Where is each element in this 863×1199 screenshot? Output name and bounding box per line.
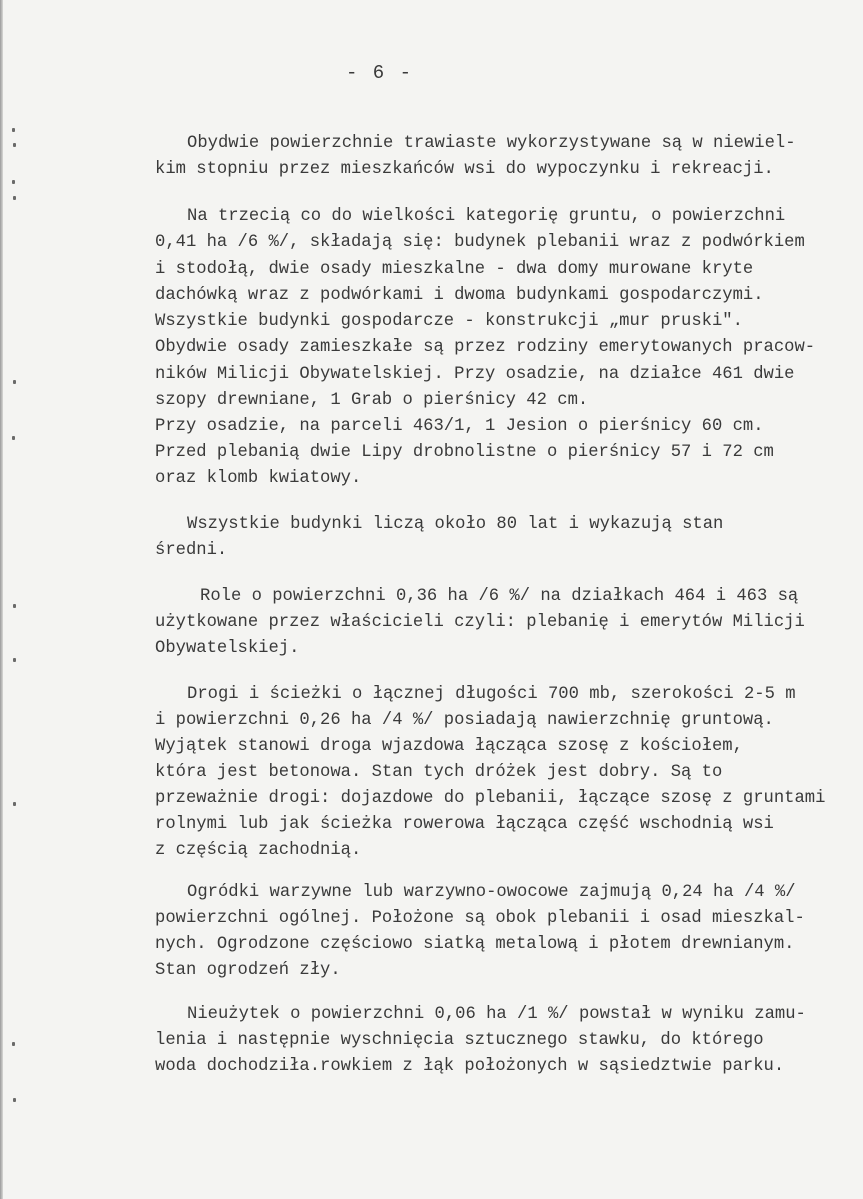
binder-mark <box>13 658 16 662</box>
text-line: i stodołą, dwie osady mieszkalne - dwa domy murowane kryte <box>155 260 754 279</box>
text-line: użytkowane przez właścicieli czyli: plebanię i emerytów Milicji <box>155 613 805 632</box>
text-line: lenia i następnie wyschnięcia sztucznego stawku, do którego <box>155 1031 764 1050</box>
text-line: Nieużytek o powierzchni 0,06 ha /1 %/ powstał w wyniku zamu- <box>187 1005 806 1024</box>
text-line: Wszystkie budynki gospodarcze - konstrukcji „mur pruski". <box>155 312 743 331</box>
text-line: kim stopniu przez mieszkańców wsi do wypoczynku i rekreacji. <box>155 160 774 179</box>
text-line: Obywatelskiej. <box>155 639 300 658</box>
page-number: - 6 - <box>345 62 413 84</box>
text-line: powierzchni ogólnej. Położone są obok plebanii i osad mieszkal- <box>155 909 805 928</box>
text-line: Role o powierzchni 0,36 ha /6 %/ na działkach 464 i 463 są <box>200 587 799 606</box>
text-line: nych. Ogrodzone częściowo siatką metalową i płotem drewnianym. <box>155 935 795 954</box>
text-line: rolnymi lub jak ścieżka rowerowa łącząca część wschodnią wsi <box>155 815 774 834</box>
text-line: z częścią zachodnią. <box>155 841 362 860</box>
text-line: Ogródki warzywne lub warzywno-owocowe zajmują 0,24 ha /4 %/ <box>187 883 796 902</box>
text-line: przeważnie drogi: dojazdowe do plebanii, łączące szosę z gruntami <box>155 789 826 808</box>
binder-mark <box>12 1042 15 1046</box>
text-line: dachówką wraz z podwórkami i dwoma budynkami gospodarczymi. <box>155 286 764 305</box>
text-line: Przy osadzie, na parceli 463/1, 1 Jesion o pierśnicy 60 cm. <box>155 417 764 436</box>
text-line: Wszystkie budynki liczą około 80 lat i wykazują stan <box>187 515 724 534</box>
binder-mark <box>13 802 16 806</box>
binder-mark <box>13 1098 16 1102</box>
binder-mark <box>12 436 15 440</box>
text-line: oraz klomb kwiatowy. <box>155 469 362 488</box>
text-line: i powierzchni 0,26 ha /4 %/ posiadają nawierzchnię gruntową. <box>155 711 774 730</box>
binder-mark <box>13 380 16 384</box>
text-line: Stan ogrodzeń zły. <box>155 961 341 980</box>
binder-mark <box>13 604 16 608</box>
binder-mark <box>12 180 15 184</box>
text-line: Wyjątek stanowi droga wjazdowa łącząca szosę z kościołem, <box>155 737 743 756</box>
text-line: Obydwie osady zamieszkałe są przez rodziny emerytowanych pracow- <box>155 338 816 357</box>
text-line: 0,41 ha /6 %/, składają się: budynek plebanii wraz z podwórkiem <box>155 233 805 252</box>
binder-mark <box>12 128 15 132</box>
text-line: woda dochodziła.rowkiem z łąk położonych w sąsiedztwie parku. <box>155 1057 785 1076</box>
text-line: Drogi i ścieżki o łącznej długości 700 mb, szerokości 2-5 m <box>187 685 796 704</box>
binder-mark <box>13 143 16 147</box>
text-line: Na trzecią co do wielkości kategorię gruntu, o powierzchni <box>187 207 786 226</box>
page-left-edge <box>0 0 3 1199</box>
text-line: ników Milicji Obywatelskiej. Przy osadzie, na działce 461 dwie <box>155 365 795 384</box>
text-line: Przed plebanią dwie Lipy drobnolistne o pierśnicy 57 i 72 cm <box>155 443 774 462</box>
binder-mark <box>13 196 16 200</box>
text-line: szopy drewniane, 1 Grab o pierśnicy 42 cm. <box>155 391 589 410</box>
text-line: która jest betonowa. Stan tych dróżek jest dobry. Są to <box>155 763 723 782</box>
text-line: średni. <box>155 541 228 560</box>
text-line: Obydwie powierzchnie trawiaste wykorzystywane są w niewiel- <box>187 134 796 153</box>
